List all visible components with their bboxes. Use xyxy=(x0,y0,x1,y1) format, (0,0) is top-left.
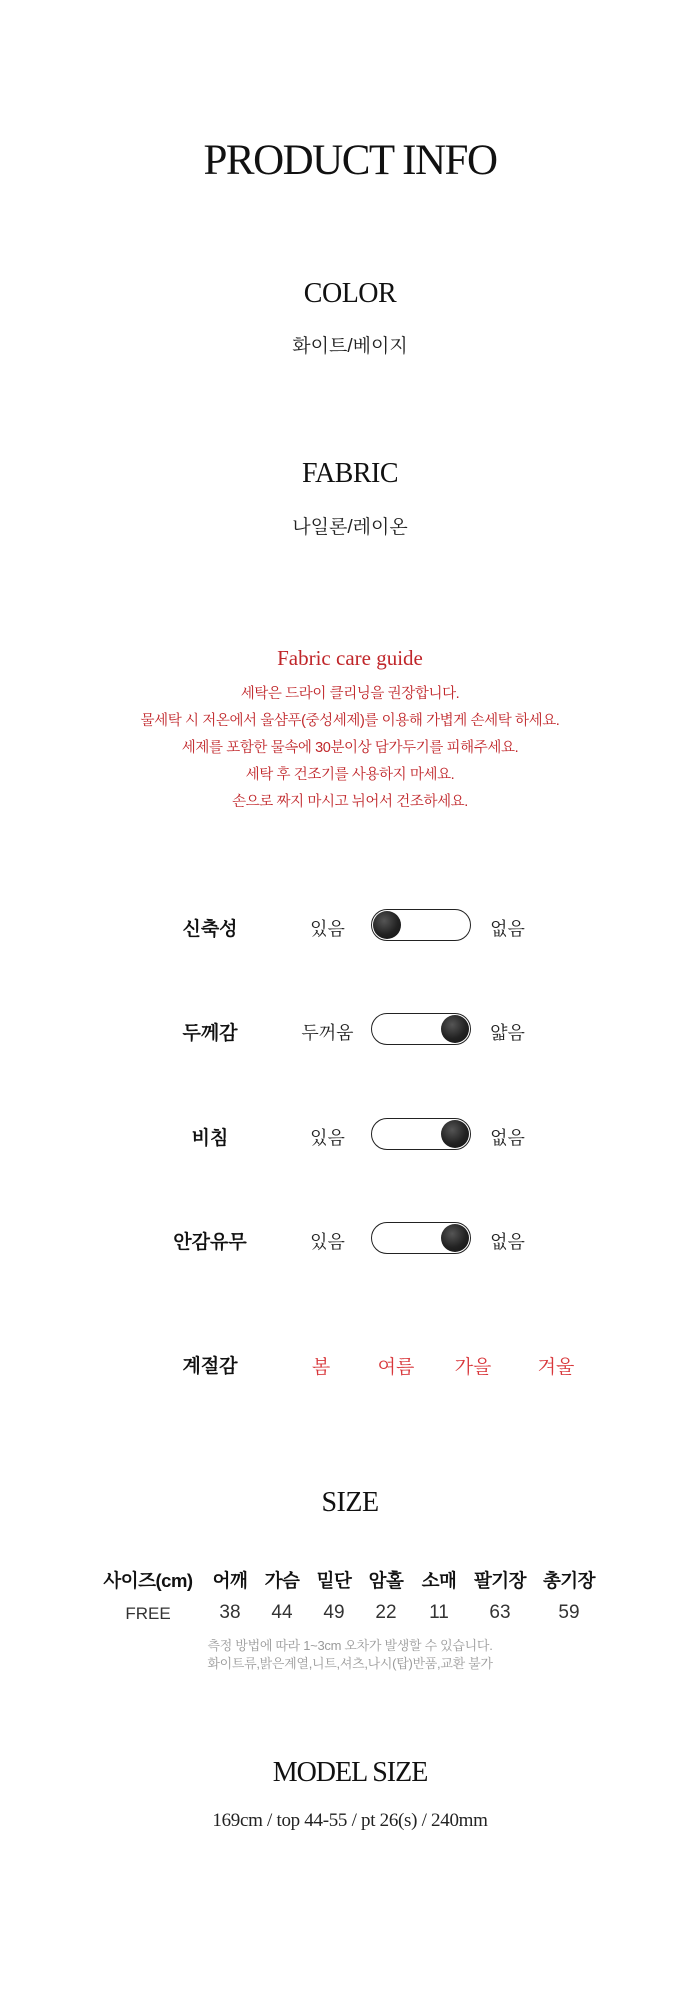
toggle-knob xyxy=(441,1015,469,1043)
season-option-summer: 여름 xyxy=(377,1357,415,1378)
attribute-left-option: 두꺼움 xyxy=(301,1023,354,1043)
attribute-row-stretch xyxy=(0,905,700,945)
toggle-knob xyxy=(441,1224,469,1252)
attribute-row-sheer xyxy=(0,1114,700,1154)
care-line: 세탁은 드라이 클리닝을 권장합니다. xyxy=(240,686,460,702)
fabric-value: 나일론/레이온 xyxy=(292,517,408,538)
size-header: 가슴 xyxy=(264,1570,300,1591)
size-header: 암홀 xyxy=(368,1570,404,1591)
season-option-autumn: 가을 xyxy=(454,1357,492,1378)
season-option-winter: 겨울 xyxy=(537,1357,575,1378)
attribute-right-option: 없음 xyxy=(490,1232,525,1252)
size-header: 어깨 xyxy=(212,1570,248,1591)
season-row xyxy=(0,1347,700,1383)
attribute-right-option: 없음 xyxy=(490,919,525,939)
size-cell: 49 xyxy=(323,1602,345,1623)
model-size-title: MODEL SIZE xyxy=(272,1757,428,1788)
toggle-knob xyxy=(373,911,401,939)
attribute-right-option: 얇음 xyxy=(490,1023,525,1043)
attribute-toggle xyxy=(371,1118,471,1150)
care-line: 세제를 포함한 물속에 30분이상 담가두기를 피해주세요. xyxy=(181,740,519,756)
size-header: 총기장 xyxy=(542,1570,596,1591)
size-header: 사이즈(cm) xyxy=(103,1570,193,1591)
color-title: COLOR xyxy=(303,278,397,309)
attribute-label: 신축성 xyxy=(182,919,238,940)
care-line: 세탁 후 건조기를 사용하지 마세요. xyxy=(245,767,455,783)
season-label: 계절감 xyxy=(182,1356,238,1377)
size-cell: 44 xyxy=(271,1602,293,1623)
attribute-label: 비침 xyxy=(191,1128,229,1149)
fabric-title: FABRIC xyxy=(301,458,399,489)
size-note-line: 측정 방법에 따라 1~3cm 오차가 발생할 수 있습니다. xyxy=(207,1638,493,1653)
attribute-row-thickness xyxy=(0,1009,700,1049)
season-option-spring: 봄 xyxy=(311,1357,331,1378)
attribute-right-option: 없음 xyxy=(490,1128,525,1148)
size-header: 소매 xyxy=(421,1570,457,1591)
care-line: 손으로 짜지 마시고 뉘어서 건조하세요. xyxy=(232,794,468,810)
size-header: 밑단 xyxy=(316,1570,352,1591)
color-value: 화이트/베이지 xyxy=(292,336,408,357)
model-size-value: 169cm / top 44-55 / pt 26(s) / 240mm xyxy=(212,1810,488,1831)
attribute-label: 안감유무 xyxy=(173,1232,247,1253)
size-cell: 59 xyxy=(558,1602,580,1623)
size-cell: 63 xyxy=(489,1602,511,1623)
size-cell: 38 xyxy=(219,1602,241,1623)
attribute-toggle xyxy=(371,1013,471,1045)
size-cell: 11 xyxy=(429,1602,449,1623)
size-cell: 22 xyxy=(375,1602,397,1623)
toggle-knob xyxy=(441,1120,469,1148)
attribute-toggle xyxy=(371,1222,471,1254)
care-guide-title: Fabric care guide xyxy=(277,646,423,670)
size-cell: FREE xyxy=(125,1604,171,1623)
attribute-toggle xyxy=(371,909,471,941)
care-guide-text xyxy=(0,681,700,816)
size-note xyxy=(0,1637,700,1673)
attribute-label: 두께감 xyxy=(182,1023,238,1044)
care-line: 물세탁 시 저온에서 울샴푸(중성세제)를 이용해 가볍게 손세탁 하세요. xyxy=(140,713,560,729)
attribute-left-option: 있음 xyxy=(310,919,345,939)
page-title: PRODUCT INFO xyxy=(203,137,497,184)
size-header: 팔기장 xyxy=(473,1570,527,1591)
attribute-left-option: 있음 xyxy=(310,1232,345,1252)
attribute-left-option: 있음 xyxy=(310,1128,345,1148)
size-note-line: 화이트류,밝은계열,니트,셔츠,나시(탑)반품,교환 불가 xyxy=(207,1656,493,1671)
attribute-row-lining xyxy=(0,1218,700,1258)
size-title: SIZE xyxy=(321,1487,379,1518)
